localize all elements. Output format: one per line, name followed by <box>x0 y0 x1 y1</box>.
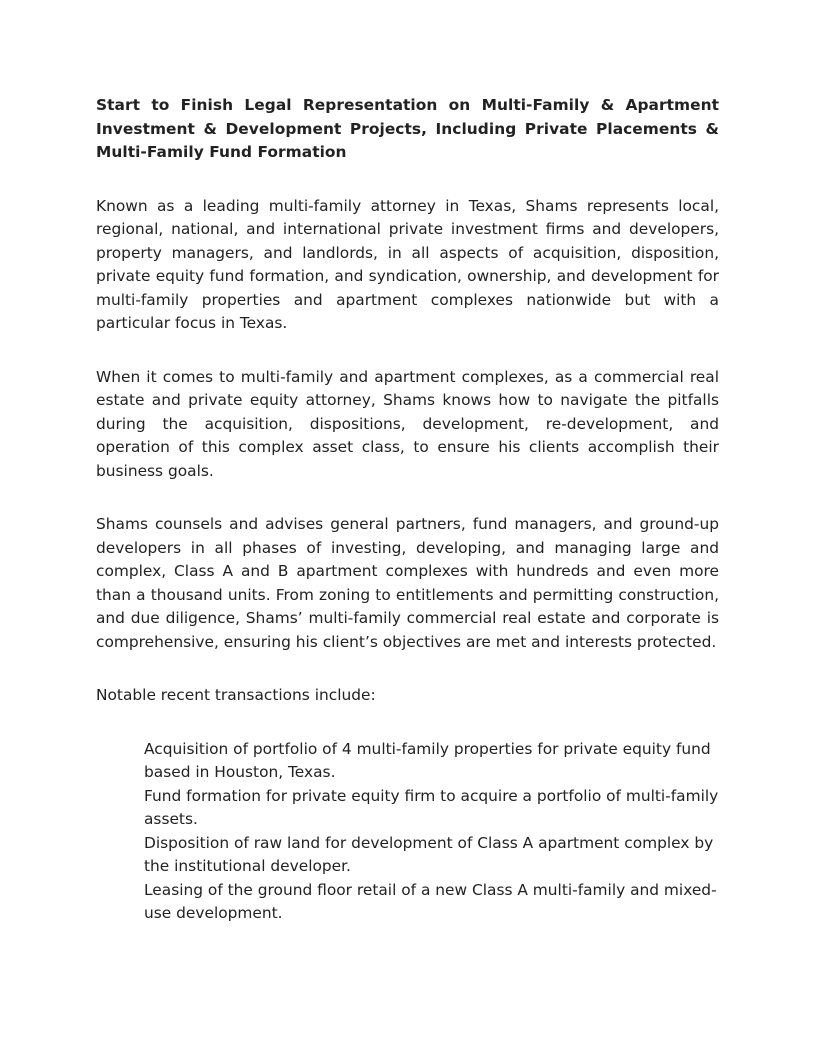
list-item: Acquisition of portfolio of 4 multi-family properties for private equity fund based in Houston, Texas. <box>144 739 711 781</box>
paragraph-expertise: When it comes to multi-family and apartment complexes, as a commercial real estate and private equity attorney, Shams knows how to navigate the pitfalls during the acquisition, dispositions, development, re-development, and operation of this complex asset class, to ensure his clients accomplish their business goals. <box>96 367 719 480</box>
transactions-list <box>96 738 719 926</box>
list-item: Disposition of raw land for development of Class A apartment complex by the institutional developer. <box>144 833 714 875</box>
paragraph-counsel: Shams counsels and advises general partners, fund managers, and ground-up developers in all phases of investing, developing, and managing large and complex, Class A and B apartment complexes with hundreds and even more than a thousand units. From zoning to entitlements and permitting construction, and due diligence, Shams’ multi-family commercial real estate and corporate is comprehensive, ensuring his client’s objectives are met and interests protected. <box>96 515 719 651</box>
list-item: Fund formation for private equity firm to acquire a portfolio of multi-family assets. <box>144 786 719 828</box>
page-title: Start to Finish Legal Representation on Multi-Family & Apartment Investment & Development Projects, Including Private Placements & Multi-Family Fund Formation <box>96 96 719 161</box>
paragraph-overview: Known as a leading multi-family attorney in Texas, Shams represents local, regional, national, and international private investment firms and developers, property managers, and landlords, in all aspects of acquisition, disposition, private equity fund formation, and syndication, ownership, and development for multi-family properties and apartment complexes nationwide but with a particular focus in Texas. <box>96 196 719 332</box>
document-page <box>96 94 719 926</box>
transactions-intro: Notable recent transactions include: <box>96 686 376 704</box>
list-item: Leasing of the ground floor retail of a new Class A multi-family and mixed-use development. <box>144 880 717 922</box>
